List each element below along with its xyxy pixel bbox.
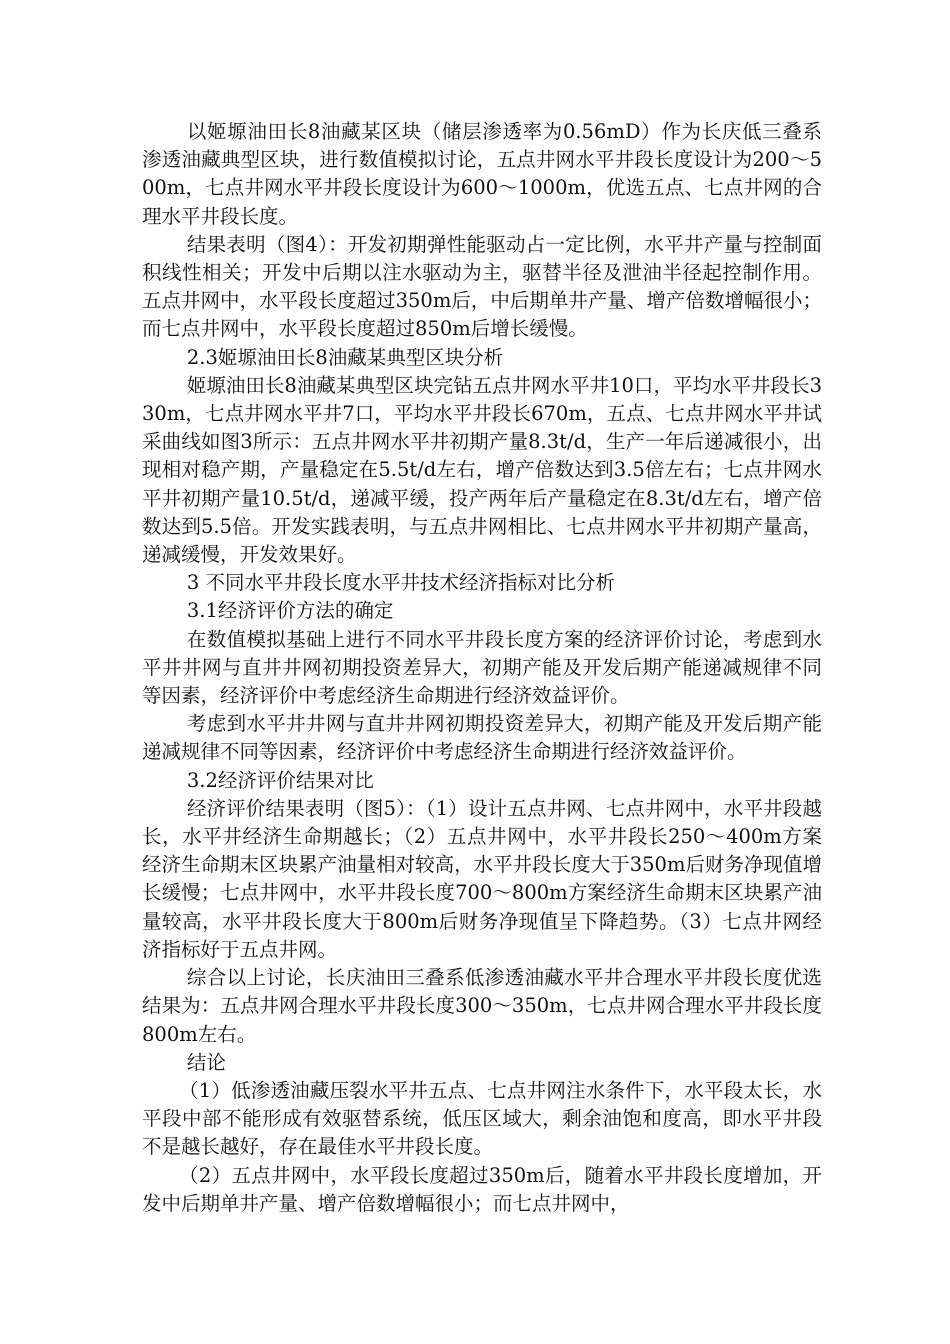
section-heading-3-1: 3.1经济评价方法的确定: [186, 599, 394, 623]
conclusion-item-1: （1）低渗透油藏压裂水平井五点、七点井网注水条件下，水平段太长，水平段中部不能形成有效驱替系统，低压区域大，剩余油饱和度高，即水平井段不是越长越好，存在最佳水平井段长度。: [142, 1078, 822, 1159]
paragraph-study-area: 以姬塬油田长8油藏某区块（储层渗透率为0.56mD）作为长庆低三叠系渗透油藏典型区块，进行数值模拟讨论，五点井网水平井段长度设计为200～500m，七点井网水平井段长度设计为600～1000m，优选五点、七点井网的合理水平井段长度。: [142, 120, 822, 228]
section-heading-2-3: 2.3姬塬油田长8油藏某典型区块分析: [186, 345, 504, 369]
paragraph-results-fig4: 结果表明（图4）：开发初期弹性能驱动占一定比例，水平井产量与控制面积线性相关；开发中后期以注水驱动为主，驱替半径及泄油半径起控制作用。五点井网中，水平段长度超过350m后，中后期单井产量、增产倍数增幅很小；而七点井网中，水平段长度超过850m后增长缓慢。: [142, 232, 822, 341]
conclusion-item-2: （2）五点井网中，水平段长度超过350m后，随着水平井段长度增加，开发中后期单井产量、增产倍数增幅很小；而七点井网中，: [142, 1163, 822, 1215]
section-heading-3: 3 不同水平井段长度水平井技术经济指标对比分析: [186, 571, 615, 595]
paragraph-typical-block: 姬塬油田长8油藏某典型区块完钻五点井网水平井10口，平均水平井段长330m，七点井网水平井7口，平均水平井段长670m，五点、七点井网水平井试采曲线如图3所示：五点井网水平井初期产量8.3t/d，生产一年后递减很小，出现相对稳产期，产量稳定在5.5t/d左右，增产倍数达到3.5倍左右；七点井网水平井初期产量10.5t/d，递减平缓，投产两年后产量稳定在8.3t/d左右，增产倍数达到5.5倍。开发实践表明，与五点井网相比、七点井网水平井初期产量高，递减缓慢，开发效果好。: [142, 373, 822, 567]
section-heading-conclusion: 结论: [186, 1050, 226, 1074]
section-heading-3-2: 3.2经济评价结果对比: [186, 768, 374, 792]
paragraph-economic-method: 在数值模拟基础上进行不同水平井段长度方案的经济评价讨论，考虑到水平井井网与直井井网初期投资差异大，初期产能及开发后期产能递减规律不同等因素，经济评价中考虑经济生命期进行经济效益评价。: [142, 627, 822, 708]
paragraph-economic-method-repeat: 考虑到水平井井网与直井井网初期投资差异大，初期产能及开发后期产能递减规律不同等因素，经济评价中考虑经济生命期进行经济效益评价。: [142, 712, 822, 764]
paragraph-economic-results-fig5: 经济评价结果表明（图5）：（1）设计五点井网、七点井网中，水平井段越长，水平井经济生命期越长；（2）五点井网中，水平井段长250～400m方案经济生命期末区块累产油量相对较高，水平井段长度大于350m后财务净现值增长缓慢；七点井网中，水平井段长度700～800m方案经济生命期末区块累产油量较高，水平井段长度大于800m后财务净现值呈下降趋势。（3）七点井网经济指标好于五点井网。: [142, 796, 822, 961]
document-body: [142, 118, 822, 1218]
paragraph-summary: 综合以上讨论，长庆油田三叠系低渗透油藏水平井合理水平井段长度优选结果为：五点井网合理水平井段长度300～350m，七点井网合理水平井段长度800m左右。: [142, 966, 822, 1046]
